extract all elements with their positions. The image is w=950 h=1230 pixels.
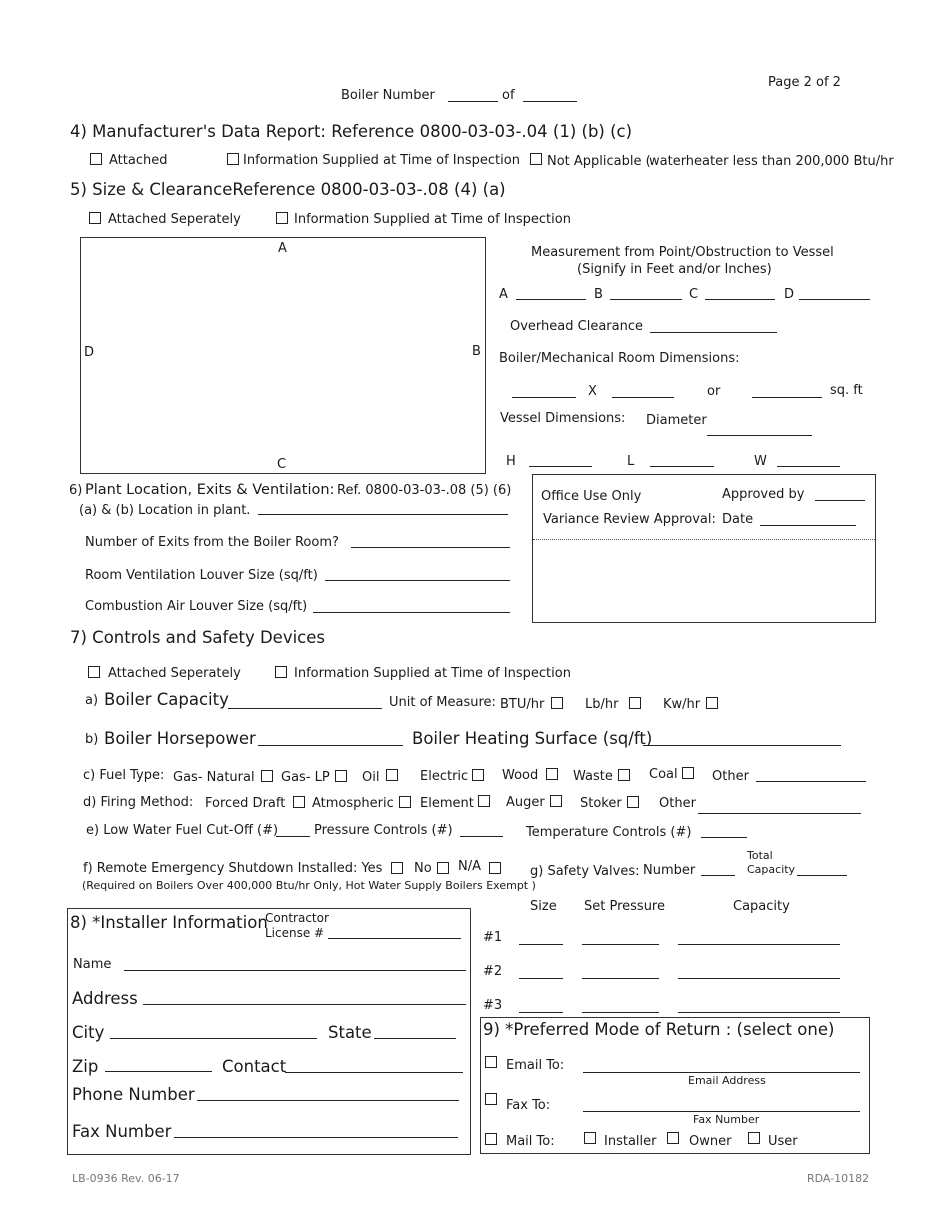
- firing-stoker-label: Stoker: [580, 796, 622, 811]
- not-applicable-note: waterheater less than 200,000 Btu/hr: [649, 154, 894, 169]
- room-dimensions-label: Boiler/Mechanical Room Dimensions:: [499, 351, 740, 366]
- attached-separately-7-checkbox[interactable]: [88, 666, 100, 678]
- l-field[interactable]: [650, 466, 714, 467]
- diagram-label-d: D: [84, 345, 95, 360]
- fax-to-field[interactable]: [583, 1111, 860, 1112]
- firing-other-label: Other: [659, 796, 696, 811]
- fax-caption: Fax Number: [693, 1113, 760, 1126]
- firing-atmospheric-checkbox[interactable]: [399, 796, 411, 808]
- louver-label: Room Ventilation Louver Size (sq/ft): [85, 568, 318, 583]
- measurement-subtitle: (Signify in Feet and/or Inches): [577, 262, 772, 277]
- measure-d-field[interactable]: [799, 299, 870, 300]
- installer-checkbox[interactable]: [584, 1132, 596, 1144]
- boiler-number-label: Boiler Number: [341, 88, 435, 103]
- louver-field[interactable]: [325, 580, 510, 581]
- phone-label: Phone Number: [72, 1085, 195, 1104]
- boiler-number-field[interactable]: [448, 101, 498, 102]
- measure-a-label: A: [499, 287, 508, 302]
- unit-kw-checkbox[interactable]: [706, 697, 718, 709]
- shutdown-na-label: N/A: [458, 859, 481, 874]
- firing-auger-label: Auger: [506, 795, 545, 810]
- fuel-lp-label: Gas- LP: [281, 770, 330, 785]
- fuel-lp-checkbox[interactable]: [335, 770, 347, 782]
- combustion-label: Combustion Air Louver Size (sq/ft): [85, 599, 308, 614]
- shutdown-no-label: No: [414, 861, 432, 876]
- fuel-other-field[interactable]: [756, 781, 866, 782]
- horsepower-label: Boiler Horsepower: [104, 729, 256, 748]
- page-number: Page 2 of 2: [768, 75, 841, 90]
- date-label: Date: [722, 512, 754, 527]
- license-field[interactable]: [328, 938, 461, 939]
- room-length-field[interactable]: [612, 397, 674, 398]
- measurement-title: Measurement from Point/Obstruction to Vessel: [531, 245, 834, 260]
- location-label: (a) & (b) Location in plant.: [79, 503, 251, 518]
- safety-valves-label: g) Safety Valves:: [530, 864, 640, 879]
- lwco-field[interactable]: [276, 836, 310, 837]
- valve-1-size-field[interactable]: [519, 944, 563, 945]
- fuel-wood-checkbox[interactable]: [546, 768, 558, 780]
- info-supplied-checkbox[interactable]: [227, 153, 239, 165]
- diameter-field[interactable]: [707, 435, 812, 436]
- section-6-reference: Ref. 0800-03-03-.08 (5) (6): [337, 483, 512, 498]
- valves-number-label: Number: [643, 863, 696, 878]
- firing-element-label: Element: [420, 796, 474, 811]
- total-capacity-label: Capacity: [747, 863, 796, 876]
- office-use-label: Office Use Only: [541, 489, 642, 504]
- info-supplied-7-label: Information Supplied at Time of Inspection: [294, 666, 571, 681]
- heating-surface-field[interactable]: [643, 745, 841, 746]
- horsepower-field[interactable]: [258, 745, 403, 746]
- unit-kw-label: Kw/hr: [663, 697, 701, 712]
- section-6-number: 6): [69, 483, 83, 498]
- owner-checkbox[interactable]: [667, 1132, 679, 1144]
- h-label: H: [506, 454, 516, 469]
- zip-field[interactable]: [105, 1071, 212, 1072]
- exits-label: Number of Exits from the Boiler Room?: [85, 535, 339, 550]
- email-label: Email To:: [506, 1058, 565, 1073]
- office-divider: [533, 539, 875, 540]
- license-label: License #: [265, 926, 325, 940]
- section-7-title: 7) Controls and Safety Devices: [70, 628, 326, 647]
- installer-name-field[interactable]: [124, 970, 466, 971]
- firing-atmospheric-label: Atmospheric: [312, 796, 394, 811]
- zip-label: Zip: [72, 1057, 99, 1076]
- mail-checkbox[interactable]: [485, 1133, 497, 1145]
- unit-lb-label: Lb/hr: [585, 697, 619, 712]
- l-label: L: [627, 454, 635, 469]
- a-prefix: a): [85, 693, 99, 708]
- valve-2-pressure-field[interactable]: [582, 978, 659, 979]
- email-field[interactable]: [583, 1072, 860, 1073]
- rda-number: RDA-10182: [807, 1172, 870, 1185]
- fuel-natural-checkbox[interactable]: [261, 770, 273, 782]
- fuel-waste-checkbox[interactable]: [618, 769, 630, 781]
- fuel-waste-label: Waste: [573, 769, 613, 784]
- measure-b-label: B: [594, 287, 603, 302]
- section-9-title: 9) *Preferred Mode of Return : (select one): [483, 1020, 835, 1039]
- contact-field[interactable]: [285, 1072, 463, 1073]
- valve-1-pressure-field[interactable]: [582, 944, 659, 945]
- pressure-controls-field[interactable]: [460, 836, 503, 837]
- w-field[interactable]: [777, 466, 840, 467]
- fuel-natural-label: Gas- Natural: [173, 770, 255, 785]
- fuel-electric-checkbox[interactable]: [472, 769, 484, 781]
- of-label: of: [502, 88, 515, 103]
- measure-c-label: C: [689, 287, 699, 302]
- user-checkbox[interactable]: [748, 1132, 760, 1144]
- info-supplied-5-checkbox[interactable]: [276, 212, 288, 224]
- valve-1-capacity-field[interactable]: [678, 944, 840, 945]
- firing-forced-checkbox[interactable]: [293, 796, 305, 808]
- b-prefix: b): [85, 732, 99, 747]
- boiler-capacity-field[interactable]: [228, 708, 382, 709]
- form-number: LB-0936 Rev. 06-17: [72, 1172, 180, 1185]
- user-label: User: [768, 1134, 798, 1149]
- unit-btu-checkbox[interactable]: [551, 697, 563, 709]
- fax-to-label: Fax To:: [506, 1098, 551, 1113]
- not-applicable-label: Not Applicable (: [547, 154, 651, 169]
- state-field[interactable]: [374, 1038, 456, 1039]
- shutdown-no-checkbox[interactable]: [437, 862, 449, 874]
- measure-c-field[interactable]: [705, 299, 775, 300]
- not-applicable-checkbox[interactable]: [530, 153, 542, 165]
- valve-row-2-label: #2: [483, 964, 503, 979]
- col-capacity-header: Capacity: [733, 899, 790, 914]
- approved-by-label: Approved by: [722, 487, 805, 502]
- firing-auger-checkbox[interactable]: [550, 795, 562, 807]
- valve-3-capacity-field[interactable]: [678, 1012, 840, 1013]
- valve-3-pressure-field[interactable]: [582, 1012, 659, 1013]
- address-field[interactable]: [143, 1004, 466, 1005]
- lwco-label: e) Low Water Fuel Cut-Off (#): [86, 823, 279, 838]
- diagram-label-c: C: [277, 457, 287, 472]
- or-label: or: [707, 384, 721, 399]
- room-area-field[interactable]: [752, 397, 822, 398]
- measure-a-field[interactable]: [516, 299, 586, 300]
- diagram-label-b: B: [472, 344, 481, 359]
- fuel-oil-label: Oil: [362, 770, 380, 785]
- phone-field[interactable]: [197, 1100, 459, 1101]
- fax-field[interactable]: [174, 1137, 458, 1138]
- mail-to-label: Mail To:: [506, 1134, 555, 1149]
- unit-btu-label: BTU/hr: [500, 697, 545, 712]
- temperature-controls-field[interactable]: [701, 837, 747, 838]
- diameter-label: Diameter: [646, 413, 707, 428]
- firing-method-label: d) Firing Method:: [83, 795, 194, 810]
- overhead-clearance-label: Overhead Clearance: [510, 319, 643, 334]
- firing-other-field[interactable]: [698, 813, 861, 814]
- fuel-wood-label: Wood: [502, 768, 539, 783]
- attached-separately-checkbox[interactable]: [89, 212, 101, 224]
- total-capacity-field[interactable]: [797, 875, 847, 876]
- info-supplied-7-checkbox[interactable]: [275, 666, 287, 678]
- heating-surface-label: Boiler Heating Surface (sq/ft): [412, 729, 653, 748]
- attached-separately-label: Attached Seperately: [108, 212, 241, 227]
- vessel-dimensions-label: Vessel Dimensions:: [500, 411, 626, 426]
- location-field[interactable]: [258, 514, 508, 515]
- attached-checkbox[interactable]: [90, 153, 102, 165]
- firing-stoker-checkbox[interactable]: [627, 796, 639, 808]
- fax-label: Fax Number: [72, 1122, 172, 1141]
- times-label: X: [588, 384, 597, 399]
- fuel-coal-label: Coal: [649, 767, 678, 782]
- clearance-diagram: [80, 237, 486, 474]
- valve-2-size-field[interactable]: [519, 978, 563, 979]
- total-label: Total: [747, 849, 773, 862]
- fuel-coal-checkbox[interactable]: [682, 767, 694, 779]
- section-8-title: 8) *Installer Information: [70, 913, 268, 932]
- shutdown-label: f) Remote Emergency Shutdown Installed: Yes: [83, 861, 383, 876]
- room-width-field[interactable]: [512, 397, 576, 398]
- attached-separately-7-label: Attached Seperately: [108, 666, 241, 681]
- firing-element-checkbox[interactable]: [478, 795, 490, 807]
- firing-forced-label: Forced Draft: [205, 796, 286, 811]
- fax-checkbox[interactable]: [485, 1093, 497, 1105]
- email-caption: Email Address: [688, 1074, 766, 1087]
- section-4-title: 4) Manufacturer's Data Report: Reference 0800-03-03-.04 (1) (b) (c): [70, 122, 633, 141]
- valves-number-field[interactable]: [701, 875, 735, 876]
- measure-d-label: D: [784, 287, 795, 302]
- valve-row-1-label: #1: [483, 930, 503, 945]
- shutdown-yes-checkbox[interactable]: [391, 862, 403, 874]
- info-supplied-label: Information Supplied at Time of Inspection: [243, 153, 520, 168]
- section-5-title: 5) Size & ClearanceReference 0800-03-03-.08 (4) (a): [70, 180, 506, 199]
- sqft-label: sq. ft: [830, 383, 863, 398]
- email-checkbox[interactable]: [485, 1056, 497, 1068]
- fuel-oil-checkbox[interactable]: [386, 769, 398, 781]
- w-label: W: [754, 454, 767, 469]
- exits-field[interactable]: [351, 547, 510, 548]
- col-set-pressure-header: Set Pressure: [584, 899, 665, 914]
- boiler-capacity-label: Boiler Capacity: [104, 690, 229, 709]
- variance-label: Variance Review Approval:: [543, 512, 716, 527]
- shutdown-na-checkbox[interactable]: [489, 862, 501, 874]
- state-label: State: [328, 1023, 372, 1042]
- owner-label: Owner: [689, 1134, 732, 1149]
- fuel-type-label: c) Fuel Type:: [83, 768, 165, 783]
- diagram-label-a: A: [278, 241, 287, 256]
- installer-name-label: Name: [73, 957, 112, 972]
- section-6-title: Plant Location, Exits & Ventilation:: [85, 482, 335, 498]
- valve-3-size-field[interactable]: [519, 1012, 563, 1013]
- valve-2-capacity-field[interactable]: [678, 978, 840, 979]
- overhead-clearance-field[interactable]: [650, 332, 777, 333]
- unit-of-measure-label: Unit of Measure:: [389, 695, 496, 710]
- valve-row-3-label: #3: [483, 998, 503, 1013]
- attached-label: Attached: [109, 153, 168, 168]
- installer-box: [67, 908, 471, 1155]
- contractor-label: Contractor: [265, 911, 329, 925]
- city-label: City: [72, 1023, 105, 1042]
- boiler-total-field[interactable]: [523, 101, 577, 102]
- city-field[interactable]: [110, 1038, 317, 1039]
- temperature-controls-label: Temperature Controls (#): [526, 825, 692, 840]
- fuel-electric-label: Electric: [420, 769, 469, 784]
- date-field[interactable]: [760, 525, 856, 526]
- address-label: Address: [72, 989, 138, 1008]
- measure-b-field[interactable]: [610, 299, 682, 300]
- pressure-controls-label: Pressure Controls (#): [314, 823, 453, 838]
- combustion-field[interactable]: [313, 612, 510, 613]
- installer-label: Installer: [604, 1134, 657, 1149]
- col-size-header: Size: [530, 899, 557, 914]
- unit-lb-checkbox[interactable]: [629, 697, 641, 709]
- shutdown-note: (Required on Boilers Over 400,000 Btu/hr Only, Hot Water Supply Boilers Exempt ): [82, 879, 536, 892]
- fuel-other-label: Other: [712, 769, 749, 784]
- info-supplied-5-label: Information Supplied at Time of Inspection: [294, 212, 571, 227]
- contact-label: Contact: [222, 1057, 287, 1076]
- approved-by-field[interactable]: [815, 500, 865, 501]
- h-field[interactable]: [529, 466, 592, 467]
